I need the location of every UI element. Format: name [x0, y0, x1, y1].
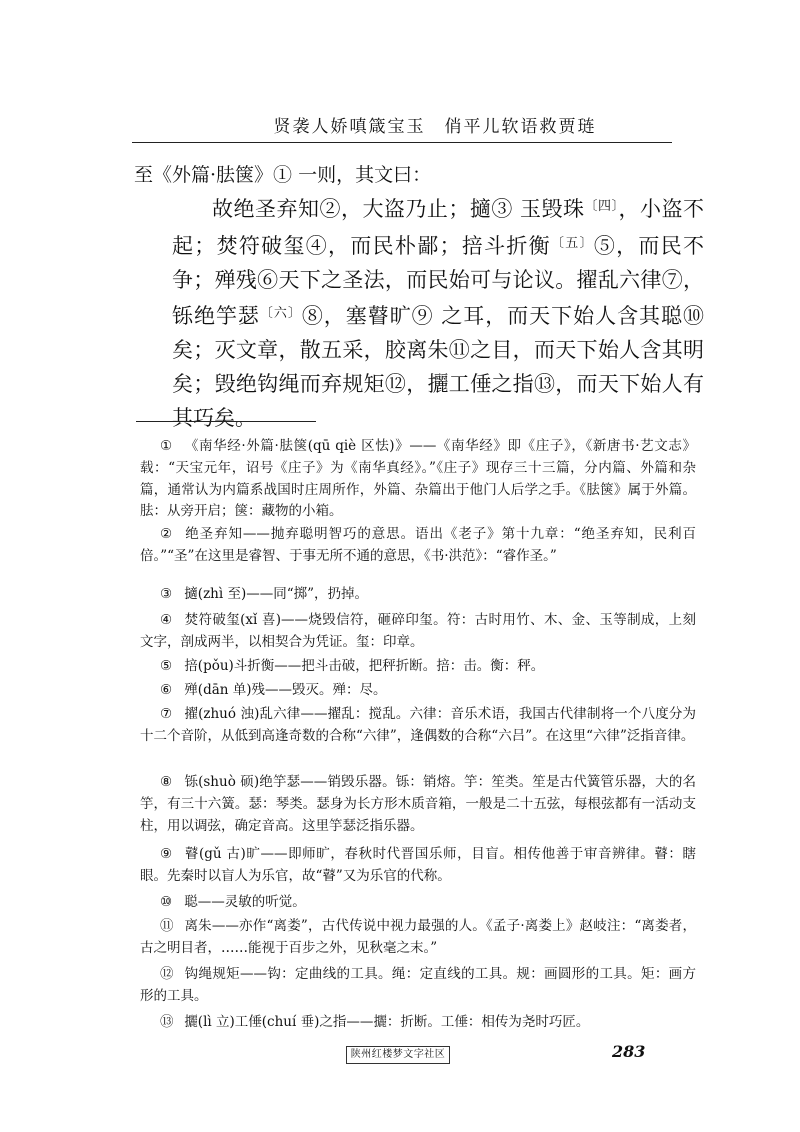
footnote	[140, 964, 696, 1008]
footnote-number: ⑫	[160, 966, 174, 982]
footnote-text: 绝圣弃知——抛弃聪明智巧的意思。语出《老子》第十九章：“绝圣弃知，民利百倍。”“圣”在这里是睿智、于事无所不通的意思，《书·洪范》：“睿作圣。”	[140, 526, 696, 564]
footnote	[140, 584, 696, 606]
footnote-number: ②	[160, 526, 173, 542]
running-header: 贤袭人娇嗔箴宝玉 俏平儿软语救贾琏	[273, 117, 597, 137]
footnote-number: ⑤	[160, 658, 173, 674]
quote-text: ⑤，而民不争；殚残⑥天下之圣法，而民始可与论议。擢乱六律⑦，铄绝竽瑟	[172, 233, 704, 329]
footnote-text: 离朱——亦作“离娄”，古代传说中视力最强的人。《孟子·离娄上》赵岐注：“离娄者，古之明目者，……能视于百步之外，见秋毫之末。”	[140, 918, 696, 956]
annotation-mark: 〔六〕	[259, 306, 302, 322]
source-stamp: 陕州红楼梦文字社区	[346, 1046, 450, 1064]
footnote-text: 掊(pǒu)斗折衡——把斗击破，把秤折断。掊：击。衡：秤。	[184, 658, 545, 674]
footnote-rule	[136, 421, 316, 422]
intro-line: 至《外篇·胠箧》① 一则，其文曰：	[134, 164, 432, 186]
footnote	[140, 436, 696, 523]
footnote-number: ④	[160, 612, 173, 628]
page-number: 283	[612, 1042, 646, 1061]
footnote-text: 钩绳规矩——钩：定曲线的工具。绳：定直线的工具。规：画圆形的工具。矩：画方形的工具。	[140, 966, 697, 1004]
quoted-passage	[172, 190, 704, 436]
footnote-text: 擢(zhuó 浊)乱六律——擢乱：搅乱。六律：音乐术语，我国古代律制将一个八度分为十二个音阶，从低到高逢奇数的合称“六律”，逢偶数的合称“六吕”。在这里“六律”泛指音律。	[140, 706, 696, 744]
quote-text: ⑧，塞瞽旷⑨ 之耳，而天下始人含其聪⑩ 矣；灭文章，散五采，胶离朱⑪之目，而天下始人含其明矣；毁绝钩绳而弃规矩⑫，攦工倕之指⑬，而天下始人有其巧矣。	[172, 304, 704, 430]
footnote-text: 焚符破玺(xǐ 喜)——烧毁信符，砸碎印玺。符：古时用竹、木、金、玉等制成，上刻文字，剖成两半，以相契合为凭证。玺：印章。	[140, 612, 696, 650]
footnote	[140, 916, 696, 960]
footnote	[140, 1012, 696, 1034]
footnote	[140, 844, 696, 888]
footnote-number: ⑪	[160, 918, 174, 934]
footnote-text: 擿(zhì 至)——同“掷”，扔掉。	[184, 586, 369, 602]
footnote	[140, 610, 696, 654]
footnote-number: ①	[160, 438, 173, 454]
footnote-text: 《南华经·外篇·胠箧(qū qiè 区怯)》——《南华经》即《庄子》，《新唐书·艺文志》载：“天宝元年，诏号《庄子》为《南华真经》。”《庄子》现存三十三篇，分内篇、外篇和杂篇，通常认为内篇系战国时庄周所作，外篇、杂篇出于他门人后学之手。《胠箧》属于外篇。胠：从旁开启；箧：藏物的小箱。	[140, 438, 696, 520]
footnote-number: ⑥	[160, 682, 173, 698]
footnote-text: 铄(shuò 硕)绝竽瑟——销毁乐器。铄：销熔。竽：笙类。笙是古代簧管乐器，大的名竽，有三十六簧。瑟：琴类。瑟身为长方形木质音箱，一般是二十五弦，每根弦都有一活动支柱，用以调弦，确定音高。这里竽瑟泛指乐器。	[140, 774, 696, 834]
footnote-text: 攦(lì 立)工倕(chuí 垂)之指——攦：折断。工倕：相传为尧时巧匠。	[184, 1014, 590, 1030]
annotation-mark: 〔五〕	[550, 235, 594, 251]
quote-text: ，小盗不起；焚符破玺④，而民朴鄙；掊斗折衡	[172, 197, 704, 258]
footnote-text: 聪——灵敏的听觉。	[184, 894, 306, 910]
footnote-number: ⑩	[160, 894, 173, 910]
annotation-mark: 〔四〕	[584, 199, 619, 214]
footnote	[140, 656, 696, 678]
footnote	[140, 704, 696, 748]
footnote-number: ③	[160, 586, 173, 602]
footnote-number: ⑨	[160, 846, 173, 862]
header-rule	[132, 142, 672, 143]
footnote	[140, 892, 696, 914]
footnote-number: ⑧	[160, 774, 173, 790]
footnote	[140, 772, 696, 837]
footnote-number: ⑦	[160, 706, 173, 722]
footnote-text: 殚(dān 单)残——毁灭。殚：尽。	[184, 682, 387, 698]
footnote-text: 瞽(gǔ 古)旷——即师旷，春秋时代晋国乐师，目盲。相传他善于审音辨律。瞽：瞎眼。先秦时以盲人为乐官，故“瞽”又为乐官的代称。	[140, 846, 696, 884]
footnote-number: ⑬	[160, 1014, 174, 1030]
footnote	[140, 524, 696, 568]
quote-text: 故绝圣弃知②，大盗乃止；擿③ 玉毁珠	[212, 197, 585, 221]
footnote	[140, 680, 696, 702]
